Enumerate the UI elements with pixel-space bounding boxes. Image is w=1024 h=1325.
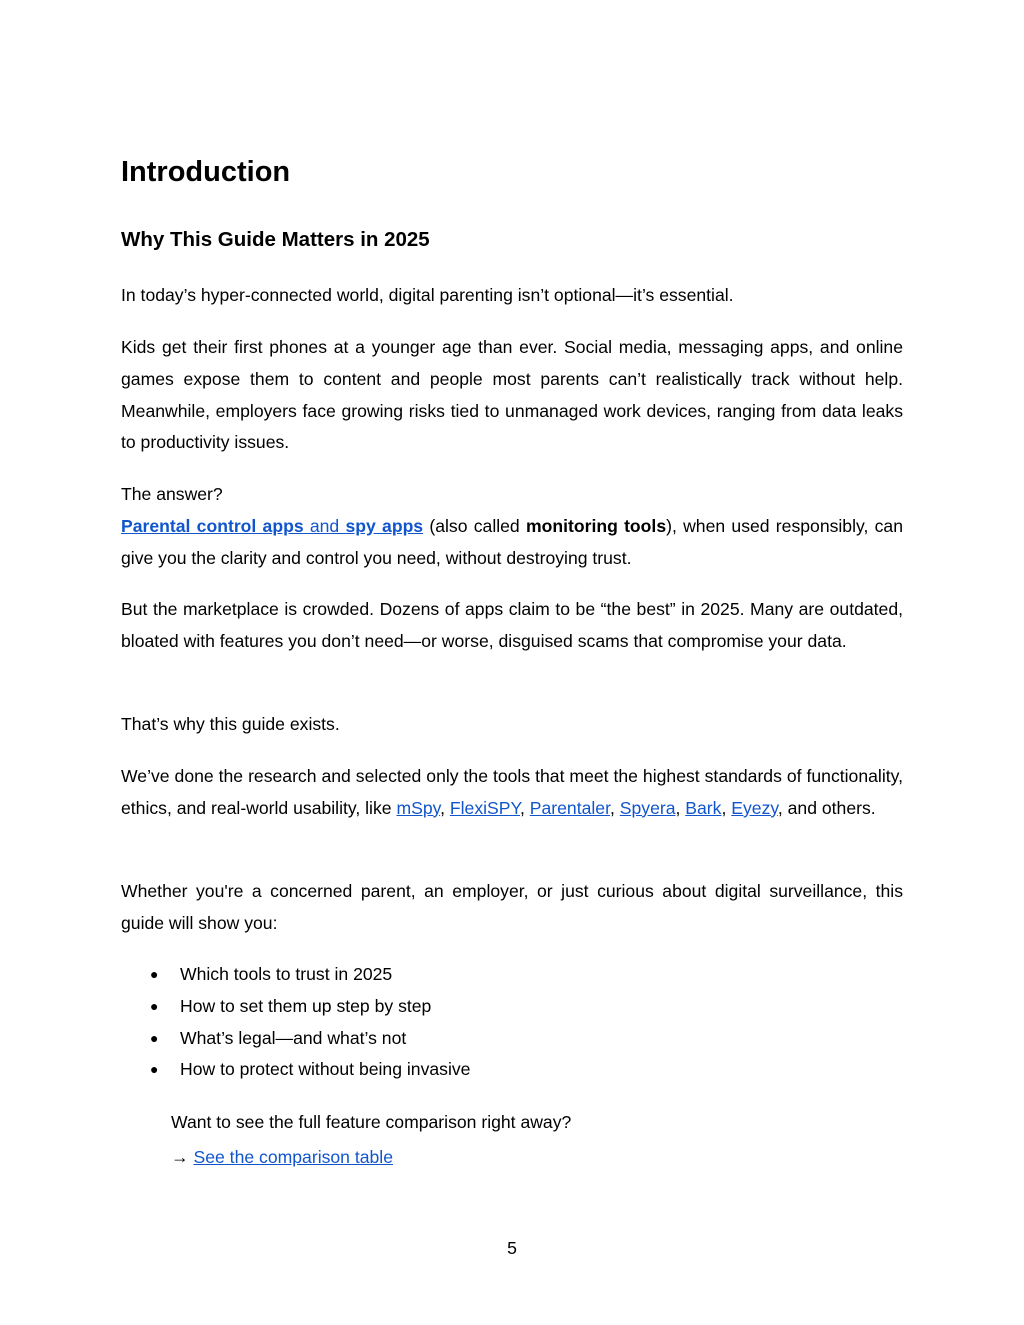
research-text: We’ve done the research and selected only the tools that meet the highest standards of functionality, ethics, and real-world usability, like	[121, 766, 903, 818]
parentaler-link[interactable]: Parentaler	[529, 797, 610, 818]
section-heading: Why This Guide Matters in 2025	[121, 228, 430, 251]
spyera-link[interactable]: Spyera	[619, 797, 676, 818]
bullet-list	[121, 959, 470, 1086]
cta-link-line	[171, 1142, 393, 1174]
paragraph-answer	[121, 479, 903, 574]
research-tail-text: , and others.	[777, 797, 876, 818]
list-item: ● What’s legal—and what’s not	[121, 1023, 470, 1055]
page-title: Introduction	[121, 156, 291, 188]
paragraph-marketplace: But the marketplace is crowded. Dozens of apps claim to be “the best” in 2025. Many are outdated, bloated with features you don’t need—or worse, disguised scams that compromise your data.	[121, 599, 903, 651]
bark-link[interactable]: Bark	[685, 797, 722, 818]
eyezy-link[interactable]: Eyezy	[731, 797, 778, 818]
paragraph-research: We’ve done the research and selected only the tools that meet the highest standards of functionality, ethics, and real-world usability, like mSpy, FlexiSPY, Parentaler, Spyera, Bark, Eyezy, and others.	[121, 766, 903, 818]
answer-mid-text: (also called	[423, 515, 526, 536]
list-item: ● How to set them up step by step	[121, 991, 470, 1023]
bullet-icon: ●	[150, 1061, 159, 1078]
flexispy-link[interactable]: FlexiSPY	[449, 797, 520, 818]
answer-lead: The answer?	[121, 484, 223, 504]
arrow-icon: →	[171, 1147, 194, 1167]
bullet-icon: ●	[150, 997, 159, 1014]
paragraph-whether: Whether you're a concerned parent, an employer, or just curious about digital surveillance, this guide will show you:	[121, 881, 903, 933]
cta-question: Want to see the full feature comparison right away?	[171, 1112, 572, 1132]
parental-control-apps-link[interactable]: Parental control apps	[121, 515, 304, 536]
paragraph-intro: In today’s hyper-connected world, digital parenting isn’t optional—it’s essential.	[121, 285, 734, 305]
spy-apps-link[interactable]: spy apps	[345, 515, 424, 536]
answer-body	[121, 511, 903, 575]
list-item: ● How to protect without being invasive	[121, 1054, 470, 1086]
paragraph-guide-exists: That’s why this guide exists.	[121, 714, 340, 734]
paragraph-kids: Kids get their first phones at a younger age than ever. Social media, messaging apps, and online games expose them to content and people most parents can’t realistically track without help. Meanwhile, employers face growing risks tied to unmanaged work devices, ranging from data leaks to productivity issues.	[121, 337, 903, 453]
comparison-table-link[interactable]: See the comparison table	[193, 1147, 394, 1167]
and-link-text[interactable]: and	[303, 515, 346, 536]
bullet-icon: ●	[150, 1029, 159, 1046]
page-number: 5	[507, 1238, 517, 1258]
monitoring-tools-text: monitoring tools	[525, 515, 667, 536]
mspy-link[interactable]: mSpy	[396, 797, 441, 818]
bullet-icon: ●	[150, 966, 159, 982]
list-item: ● Which tools to trust in 2025	[121, 959, 470, 991]
answer-tail-text: ), when used responsibly, can give you the clarity and control you need, without destroying trust.	[121, 515, 903, 568]
